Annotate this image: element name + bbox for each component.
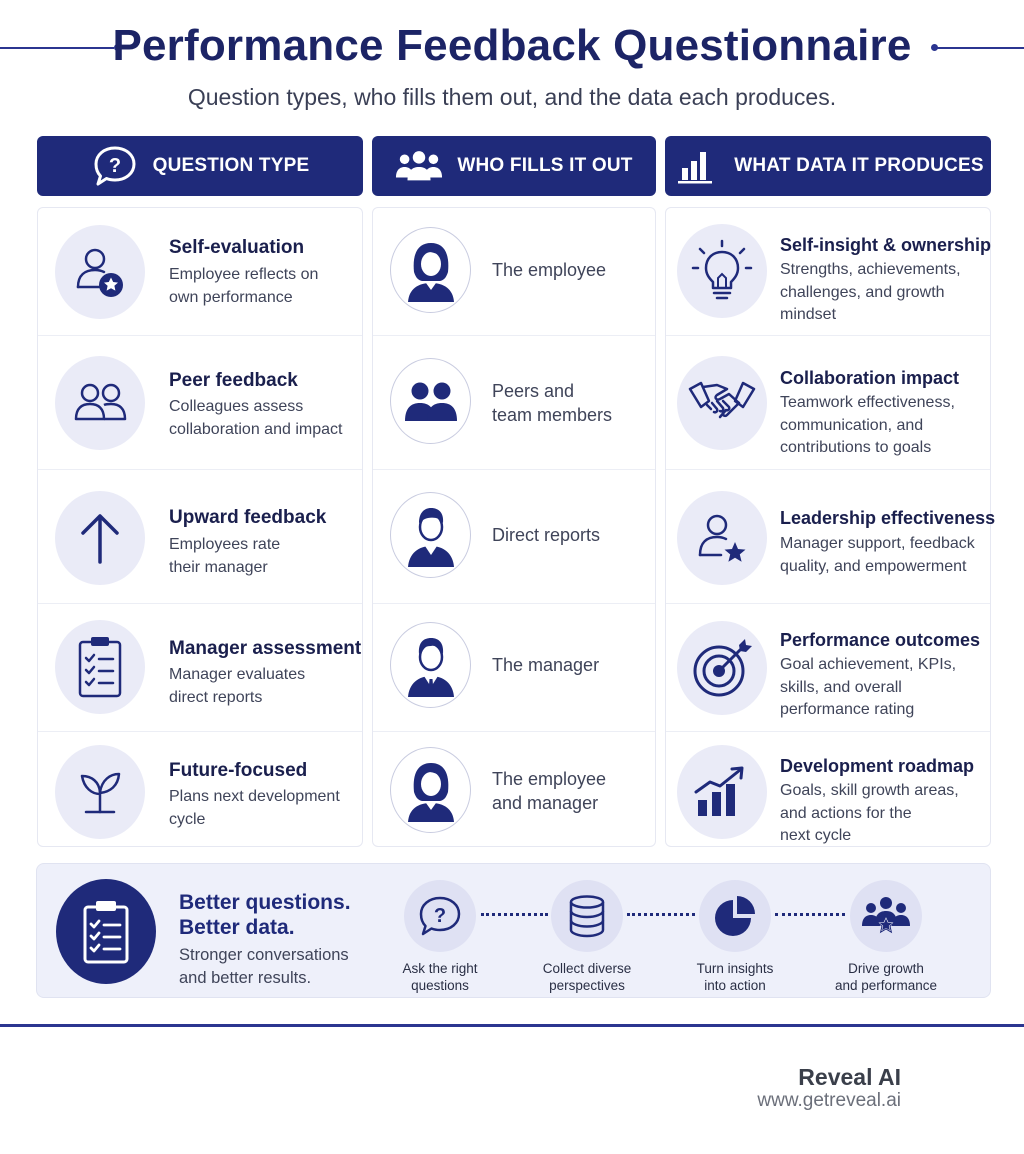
two-people-icon bbox=[55, 356, 145, 450]
step-collect-perspectives bbox=[517, 880, 657, 994]
man-avatar-icon bbox=[390, 492, 471, 578]
type-title: Self-evaluation bbox=[169, 237, 305, 258]
who-label: The employee and manager bbox=[492, 769, 607, 813]
footer-divider bbox=[0, 1024, 1024, 1027]
list-item bbox=[373, 208, 655, 336]
list-item bbox=[373, 732, 655, 848]
brand-name: Reveal AI bbox=[798, 1064, 901, 1090]
list-item bbox=[666, 732, 990, 848]
growth-chart-icon bbox=[677, 745, 767, 839]
type-description: Colleagues assess collaboration and impact bbox=[169, 398, 343, 438]
header-question-type-label: QUESTION TYPE bbox=[152, 155, 310, 176]
banner-headline: Better questions. Better data. bbox=[179, 891, 351, 939]
svg-text:?: ? bbox=[433, 905, 447, 927]
who-label: The manager bbox=[492, 655, 600, 675]
type-title: Upward feedback bbox=[169, 507, 327, 528]
type-description: Manager evaluates direct reports bbox=[169, 666, 306, 706]
woman-avatar-icon bbox=[390, 747, 471, 833]
who-column bbox=[372, 207, 656, 847]
data-title: Leadership effectiveness bbox=[780, 508, 996, 528]
list-item bbox=[38, 208, 362, 336]
banner-subtext: Stronger conversations and better results. bbox=[179, 946, 349, 987]
person-star-icon bbox=[677, 491, 767, 585]
type-description: Employees rate their manager bbox=[169, 536, 281, 576]
database-icon bbox=[551, 880, 623, 952]
lightbulb-icon bbox=[677, 224, 767, 318]
header-question-type bbox=[37, 136, 363, 196]
data-description: Teamwork effectiveness, communication, and contributions to goals bbox=[780, 394, 955, 456]
header-who-label: WHO FILLS IT OUT bbox=[457, 155, 633, 176]
step-label: Ask the right questions bbox=[402, 961, 478, 993]
step-label: Drive growth and performance bbox=[834, 961, 938, 993]
data-title: Collaboration impact bbox=[780, 368, 960, 388]
pie-chart-icon bbox=[699, 880, 771, 952]
person-star-icon bbox=[55, 225, 145, 319]
question-type-column bbox=[37, 207, 363, 847]
list-item bbox=[373, 604, 655, 732]
title-row bbox=[0, 18, 1024, 74]
step-drive-growth bbox=[816, 880, 956, 994]
team-star-icon bbox=[850, 880, 922, 952]
header-who bbox=[372, 136, 656, 196]
type-description: Employee reflects on own performance bbox=[169, 266, 319, 306]
who-label: The employee bbox=[492, 260, 607, 280]
type-title: Manager assessment bbox=[169, 638, 362, 659]
data-description: Goal achievement, KPIs, skills, and overall performance rating bbox=[780, 656, 957, 718]
woman-avatar-icon bbox=[390, 227, 471, 313]
data-description: Strengths, achievements, challenges, and growth mindset bbox=[780, 261, 961, 323]
arrow-up-icon bbox=[55, 491, 145, 585]
list-item bbox=[666, 336, 990, 470]
type-title: Future-focused bbox=[169, 760, 308, 781]
type-description: Plans next development cycle bbox=[169, 788, 340, 828]
question-bubble-icon bbox=[404, 880, 476, 952]
list-item bbox=[38, 336, 362, 470]
list-item bbox=[373, 470, 655, 604]
list-item bbox=[38, 732, 362, 848]
data-title: Self-insight & ownership bbox=[780, 235, 992, 255]
step-turn-insights bbox=[665, 880, 805, 994]
header-data bbox=[665, 136, 991, 196]
data-description: Manager support, feedback quality, and empowerment bbox=[780, 535, 975, 575]
people-group-icon bbox=[395, 146, 443, 186]
list-item bbox=[38, 604, 362, 732]
target-icon bbox=[677, 621, 767, 715]
data-title: Development roadmap bbox=[780, 756, 975, 776]
page-subtitle: Question types, who fills them out, and the data each produces. bbox=[187, 84, 837, 110]
data-column bbox=[665, 207, 996, 847]
list-item bbox=[373, 336, 655, 470]
list-item bbox=[666, 604, 990, 732]
data-title: Performance outcomes bbox=[780, 630, 981, 650]
list-item bbox=[666, 208, 990, 336]
handshake-icon bbox=[677, 356, 767, 450]
bar-chart-icon bbox=[672, 146, 720, 186]
step-label: Turn insights into action bbox=[696, 961, 774, 993]
clipboard-checklist-icon bbox=[55, 620, 145, 714]
sprout-icon bbox=[55, 745, 145, 839]
page-title: Performance Feedback Questionnaire bbox=[112, 21, 912, 70]
svg-text:?: ? bbox=[108, 155, 121, 177]
brand-url: www.getreveal.ai bbox=[757, 1090, 901, 1111]
header-data-label: WHAT DATA IT PRODUCES bbox=[734, 155, 984, 176]
summary-banner bbox=[36, 863, 991, 998]
peers-icon bbox=[390, 358, 471, 444]
data-description: Goals, skill growth areas, and actions for the next cycle bbox=[780, 782, 959, 844]
list-item bbox=[666, 470, 996, 604]
who-label: Direct reports bbox=[492, 525, 601, 545]
clipboard-checklist-icon bbox=[56, 879, 156, 984]
list-item bbox=[38, 470, 362, 604]
manager-avatar-icon bbox=[390, 622, 471, 708]
step-label: Collect diverse perspectives bbox=[542, 961, 632, 993]
type-title: Peer feedback bbox=[169, 370, 298, 391]
step-ask-questions bbox=[370, 880, 510, 994]
who-label: Peers and team members bbox=[492, 381, 613, 425]
question-bubble-icon bbox=[91, 146, 139, 186]
